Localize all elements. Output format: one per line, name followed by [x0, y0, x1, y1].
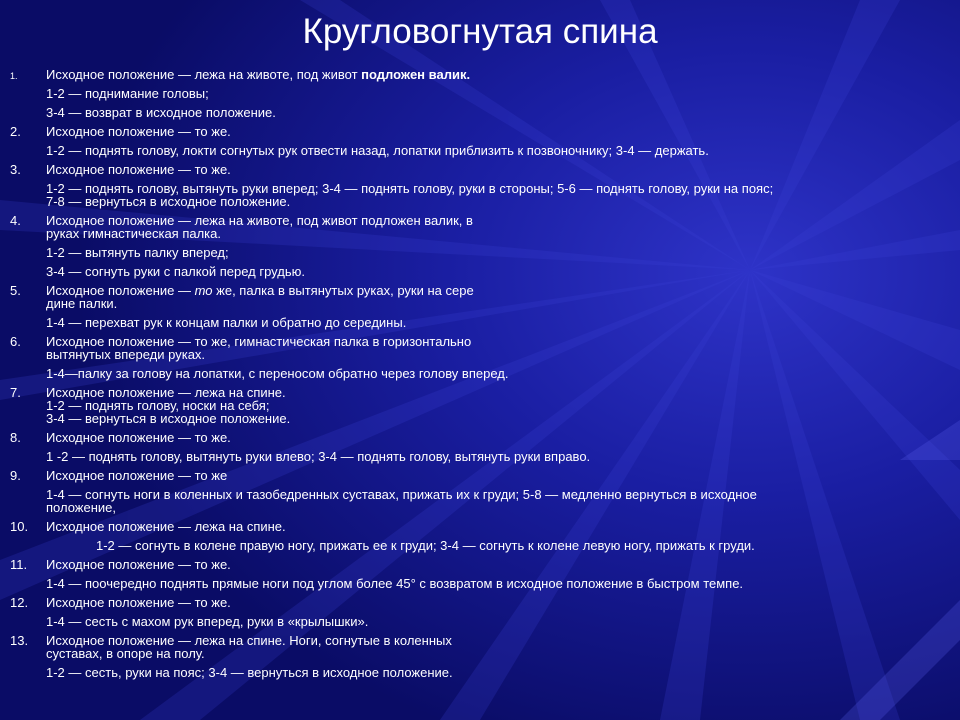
item-line: Исходное положение — лежа на спине.: [46, 519, 286, 534]
item-line: [0, 68, 960, 81]
item-line: 3-4 — возврат в исходное положение.: [46, 105, 276, 120]
line-text: Исходное положение — лежа на животе, под живот: [46, 67, 362, 82]
exercise-list: [0, 68, 960, 679]
item-line: Исходное положение — то же.: [46, 162, 231, 177]
item-line: Исходное положение — лежа на спине. Ноги, согнутые в коленных суставах, в опоре на полу.: [46, 633, 452, 661]
exercise-item: [0, 431, 960, 469]
item-line: [0, 284, 960, 310]
item-line: 1-2 — поднимание головы;: [46, 86, 209, 101]
exercise-item: [0, 596, 960, 634]
line-bold-text: подложен валик.: [361, 67, 471, 82]
item-line: Исходное положение — лежа на животе, под живот подложен валик, в руках гимнастическая палка.: [46, 213, 473, 241]
item-line: 1-4 — согнуть ноги в коленных и тазобедренных суставах, прижать их к груди; 5-8 — медленно вернуться в исходное положение,: [46, 487, 757, 515]
exercise-item: [0, 163, 960, 214]
item-line: 1-2 — поднять голову, локти согнутых рук отвести назад, лопатки приблизить к позвоночнику; 3-4 — держать.: [46, 143, 709, 158]
item-number: 2.: [10, 124, 21, 139]
item-number: 3.: [10, 162, 21, 177]
exercise-item: [0, 558, 960, 596]
item-line: 1-4 — сесть с махом рук вперед, руки в «крылышки».: [46, 614, 369, 629]
item-line: 1 -2 — поднять голову, вытянуть руки влево; 3-4 — поднять голову, вытянуть руки вправо.: [46, 449, 591, 464]
item-line: Исходное положение — лежа на спине. 1-2 — поднять голову, носки на себя; 3-4 — вернуться в исходное положение.: [46, 385, 291, 426]
item-line: Исходное положение — то же.: [46, 124, 231, 139]
item-number: 10.: [10, 519, 29, 534]
item-number: 13.: [10, 633, 29, 648]
item-number: 9.: [10, 468, 21, 483]
item-line: Исходное положение — то же: [46, 468, 228, 483]
item-number: 4.: [10, 213, 21, 228]
line-text: же, палка в вытянутых руках, руки на сере дине палки.: [46, 283, 474, 311]
item-line: 3-4 — согнуть руки с палкой перед грудью.: [46, 264, 305, 279]
item-line: Исходное положение — то же.: [46, 430, 231, 445]
line-text: Исходное положение —: [46, 283, 195, 298]
item-number: 5.: [10, 283, 21, 298]
item-line: 1-2 — поднять голову, вытянуть руки вперед; 3-4 — поднять голову, руки в стороны; 5-6 — поднять голову, руки на пояс; 7-8 — вернуться в исходное положение.: [46, 181, 774, 209]
exercise-item: [0, 125, 960, 163]
item-number: 8.: [10, 430, 21, 445]
item-number: 7.: [10, 385, 21, 400]
item-line: Исходное положение — то же.: [46, 557, 231, 572]
exercise-item: [0, 214, 960, 284]
item-number: 6.: [10, 334, 21, 349]
exercise-item: [0, 469, 960, 520]
exercise-item: [0, 335, 960, 386]
slide-title: Кругловогнутая спина: [302, 12, 658, 51]
item-number: 11.: [10, 557, 28, 572]
exercise-item: [0, 520, 960, 558]
item-line: 1-4 — поочередно поднять прямые ноги под углом более 45° с возвратом в исходное положение в быстром темпе.: [46, 576, 744, 591]
exercise-item: [0, 386, 960, 431]
item-line: 1-4—палку за голову на лопатки, с переносом обратно через голову вперед.: [46, 366, 509, 381]
item-line: 1-2 — сесть, руки на пояс; 3-4 — вернуться в исходное положение.: [46, 665, 453, 680]
item-line: Исходное положение — то же, гимнастическая палка в горизонтально вытянутых впереди руках.: [46, 334, 472, 362]
exercise-item: [0, 68, 960, 125]
item-line: 1-2 — вытянуть палку вперед;: [46, 245, 229, 260]
line-italic-text: то: [194, 283, 213, 298]
item-line: Исходное положение — то же.: [46, 595, 231, 610]
exercise-item: [0, 634, 960, 679]
item-number: 1.: [10, 71, 18, 81]
item-line: 1-2 — согнуть в колене правую ногу, прижать ее к груди; 3-4 — согнуть к колене левую ногу, прижать к груди.: [96, 538, 755, 553]
item-number: 12.: [10, 595, 29, 610]
item-line: 1-4 — перехват рук к концам палки и обратно до середины.: [46, 315, 407, 330]
exercise-item: [0, 284, 960, 335]
